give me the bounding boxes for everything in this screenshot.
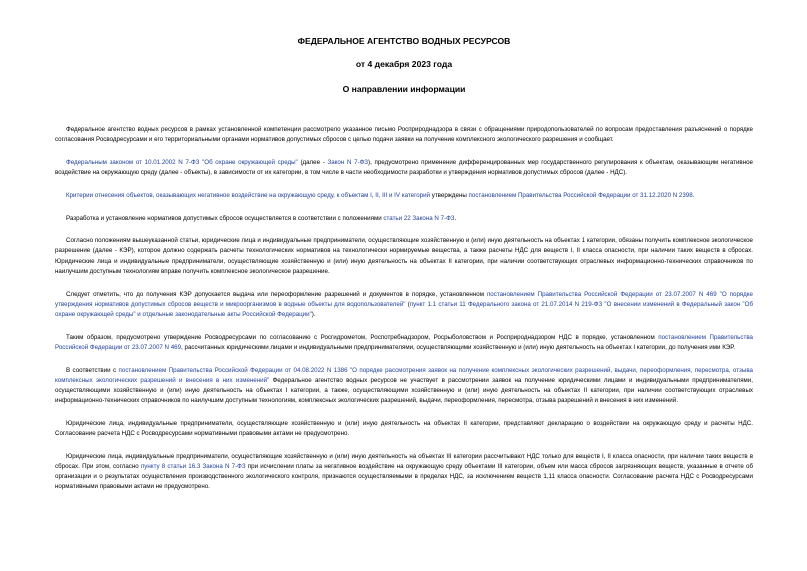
paragraph-text: , рассчитанных юридическими лицами и индивидуальными предпринимателями, осуществляющими хозяйственную и (или) иную деятельность на объектах I категории, до получения ими КЭР. [181,343,735,351]
paragraph-text: . [454,214,457,222]
document-subject: О направлении информации [342,84,466,94]
legal-reference-link[interactable]: постановлением Правительства Российской Федерации от 31.12.2020 N 2398 [468,191,693,199]
agency-title: ФЕДЕРАЛЬНОЕ АГЕНТСТВО ВОДНЫХ РЕСУРСОВ [297,36,511,46]
paragraph-text: Следует отметить, что до получения КЭР допускается выдача или переоформление разрешений и документов в порядке, установленном [66,290,487,298]
paragraph-text: Федеральное агентство водных ресурсов в рамках установленной компетенции рассмотрело указанное письмо Росприроднадзора в связи с обращениями природопользователей по вопросам предоставления разъяснений о порядке согласования Росводресурсами и его территориальными органами нормативов допустимых сбросов с целью подачи заявки на получение комплексного экологического разрешения и сообщает. [55,126,753,144]
paragraph [55,333,753,353]
paragraph-text: ), предусмотрено применение дифференцированных мер государственного регулирования к объектам, оказывающим негативное воздействие на окружающую среду (далее - объекты), в зависимости от их категории, в том числе в части необходимости разработки и утверждения нормативов допустимых сбросов (далее - НДС). [55,158,753,177]
paragraph-text: при исчислении платы за негативное воздействие на окружающую среду объектами III категории, объем или масса сбросов загрязняющих веществ, указанные в отчете об организации и о результатах осуществления производственного экологического контроля, признаются осуществляемыми в пределах НДС, за исключением веществ 1,11 класса опасности. Согласование расчета НДС с Росводресурсами нормативными правовыми актами не предусмотрено. [55,462,753,491]
paragraph [55,158,753,178]
legal-reference-link[interactable]: статьи 22 Закона N 7-ФЗ [383,214,455,222]
paragraph [55,125,753,145]
legal-reference-link[interactable]: пункт 1.1 статьи 11 Федерального закона от 21.07.2014 N 219-ФЗ "О внесении изменений в Федеральный закон "Об охране окружающей среды" и отдельные законодательные акты Российской Федерации" [55,300,753,318]
document-date: от 4 декабря 2023 года [355,59,453,69]
legal-reference-link[interactable]: постановлением Правительства Российской Федерации от 23.07.2007 N 469 [55,333,753,351]
paragraph-text: Юридические лица, индивидуальные предприниматели, осуществляющие хозяйственную и (или) иную деятельность на объектах III категории рассчитывают НДС только для веществ I, II класса опасности, при наличии таких веществ в сбросах. При этом, согласно [55,452,753,470]
legal-reference-link[interactable]: постановлением Правительства Российской Федерации от 04.08.2022 N 1386 "О порядке рассмотрения заявок на получение комплексных экологических разрешений, выдачи, переоформления, пересмотра, отзыва комплексных экологических разрешений и внесения в них изменений" [55,366,753,384]
paragraph-text: Юридические лица, индивидуальные предприниматели, осуществляющие хозяйственную и (или) иную деятельность на объектах II категории, представляют декларацию о воздействии на окружающую среду и расчеты НДС. Согласование расчета НДС с Росводресурсами нормативными правовыми актами не предусмотрено. [55,419,753,438]
paragraph-text: Разработка и установление нормативов допустимых сбросов осуществляется в соответствии с положениями [66,214,384,222]
paragraph-text: . [692,191,695,199]
legal-reference-link[interactable]: Федеральным законом от 10.01.2002 N 7-ФЗ "Об охране окружающей среды" [66,158,298,166]
document-body [55,125,753,493]
legal-reference-link[interactable]: Закон N 7-ФЗ [327,158,369,166]
paragraph-text: утверждены [430,191,469,199]
legal-reference-link[interactable]: пункту 8 статьи 16.3 Закона N 7-ФЗ [140,462,246,470]
paragraph [55,214,753,224]
paragraph [55,191,753,201]
paragraph-text: Таким образом, предусмотрено утверждение Росводресурсами по согласованию с Росгидрометом, Роспотребнадзором, Росрыболовством и Росприроднадзором НДС в порядке, установленном [66,333,659,341]
paragraph-text: Согласно положениям вышеуказанной статьи, юридические лица и индивидуальные предприниматели, осуществляющие хозяйственную и (или) иную деятельность на объектах 1 категории, обязаны получить комплексное экологическое разрешение (далее - КЭР), которое должно содержать расчеты технологических нормативов на технологически нормируемые вещества, а также расчеты НДС для веществ I, II класса опасности, при наличии таких веществ в сбросах. Юридические лица и индивидуальные предприниматели, осуществляющие хозяйственную и (или) иную деятельность на объектах II категории, при наличии соответствующих отраслевых информационно-технических справочников по наилучшим доступным технологиям вправе получить комплексное экологическое разрешение. [55,237,753,275]
paragraph [55,366,753,407]
legal-reference-link[interactable]: постановлением Правительства Российской Федерации от 23.07.2007 N 469 "О порядке утверждения нормативов допустимых сбросов веществ и микроорганизмов в водные объекты для водопользователей" [55,290,753,308]
paragraph [55,419,753,439]
paragraph-text: ( [405,300,410,308]
paragraph-text: В соответствии с [66,366,119,374]
paragraph-text: ). [311,310,316,318]
paragraph-text: (далее - [297,158,328,166]
paragraph-text: Федеральное агентство водных ресурсов не участвует в рассмотрении заявок на получение юридическими лицами и индивидуальными предпринимателями, осуществляющими хозяйственную и (или) иную деятельность на объектах I категории, а также, осуществляющими хозяйственную и (или) иную деятельность на объектах II категории, при наличии соответствующих отраслевых информационно-технических справочников по наилучшим доступным технологиям, комплексных экологических разрешений, выдачи, переоформления, пересмотра, отзыва разрешений и внесения в них изменений. [55,376,753,405]
legal-reference-link[interactable]: Критерии отнесения объектов, оказывающих негативное воздействие на окружающую среду, к объектам I, II, III и IV категорий [66,191,431,199]
paragraph [55,236,753,277]
paragraph [55,290,753,321]
paragraph [55,452,753,493]
